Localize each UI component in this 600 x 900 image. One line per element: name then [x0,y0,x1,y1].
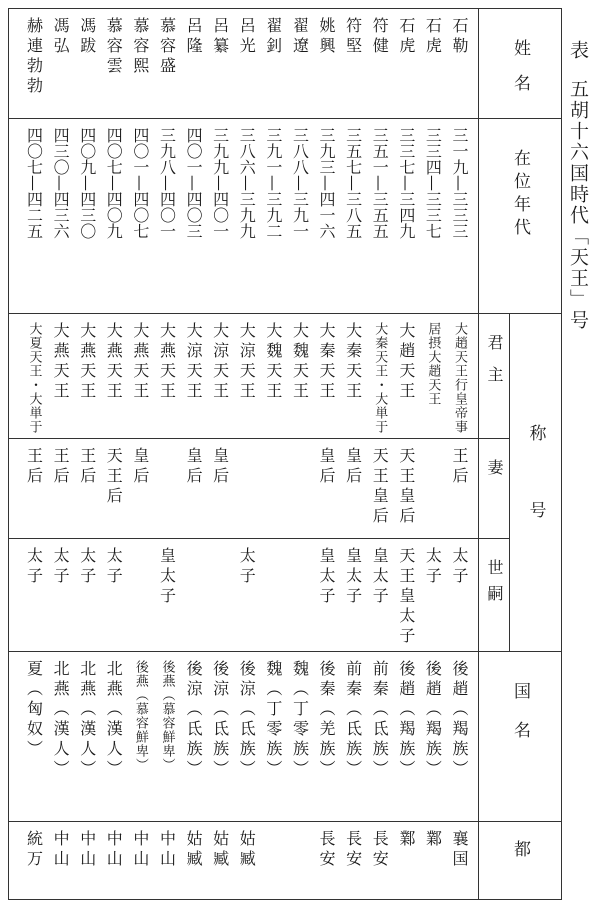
period-entry: 三三七—三四九 [396,127,416,239]
state-entry: 北燕（漢人） [51,660,71,780]
capital-entry: 姑臧 [210,830,230,870]
consort-title-entry: 皇后 [130,447,150,487]
state-entry: 魏（丁零族） [263,660,283,780]
capital-entry: 中山 [51,830,71,870]
state-entry: 後燕（慕容鮮卑） [132,660,148,772]
capital-entry: 姑臧 [184,830,204,870]
heir-title-entry [126,547,153,647]
state-entry: 北燕（漢人） [104,660,124,780]
state-entry: 北燕（漢人） [77,660,97,780]
period-entry: 三九三—四一六 [317,127,337,239]
name-entry: 赫連勃勃 [24,17,44,97]
heir-title-entry [259,547,286,647]
ruler-title-entry: 大魏天王 [290,322,310,402]
capital-entry: 中山 [130,830,150,870]
ruler-title-entry: 居摂大趙天王 [425,322,441,406]
heir-title-entry [206,547,233,647]
name-entry: 呂隆 [184,17,204,57]
period-entry: 四〇九—四三〇 [77,127,97,239]
state-entry: 後涼（氐族） [210,660,230,780]
period-entry: 三五七—三八五 [343,127,363,239]
period-entry: 三八六—三九九 [237,127,257,239]
heir-title-entry [179,547,206,647]
consort-cells [9,439,479,539]
period-entry: 三九八—四〇一 [157,127,177,239]
ruler-title-entry: 大燕天王 [51,322,71,402]
ruler-title-entry: 大燕天王 [77,322,97,402]
capital-entry: 中山 [77,830,97,870]
heir-title-entry: 太子 [104,547,124,587]
consort-title-entry: 皇后 [210,447,230,487]
period-header: 在位年代 [479,119,562,314]
heir-title-entry: 太子 [51,547,71,587]
period-entry: 四〇一—四〇三 [184,127,204,239]
consort-title-entry: 皇后 [184,447,204,487]
name-entry: 石虎 [396,17,416,57]
consort-title-entry [259,447,286,534]
consort-title-entry: 天王皇后 [370,447,390,527]
ruler-title-entry: 大秦天王・大単于 [372,322,388,434]
heir-title-entry: 天王皇太子 [396,547,416,647]
state-entry: 前秦（氐族） [370,660,390,780]
capital-entry: 中山 [157,830,177,870]
capital-entry [259,830,286,895]
period-entry: 四〇七—四〇九 [104,127,124,239]
consort-title-entry: 天王后 [104,447,124,507]
heir-title-entry: 太子 [450,547,469,587]
heir-title-entry [286,547,313,647]
heir-cells [9,539,479,652]
state-cells [9,652,479,822]
title-main: 五胡十六国時代「天王」号 [567,79,589,331]
state-entry: 後趙（羯族） [450,660,469,780]
capital-entry: 中山 [104,830,124,870]
heir-title-entry: 太子 [24,547,44,587]
state-header: 国名 [479,652,562,822]
capital-entry: 長安 [343,830,363,870]
consort-title-entry: 王后 [51,447,71,487]
heir-title-entry: 皇太子 [370,547,390,607]
ruler-header: 君主 [479,314,510,439]
ruler-title-entry: 大秦天王 [317,322,337,402]
state-entry: 後趙（羯族） [396,660,416,780]
capital-header: 都 [479,822,562,900]
name-entry: 馮弘 [51,17,71,57]
ruler-cells [9,314,479,439]
capital-entry: 襄国 [450,830,469,870]
state-entry: 後燕（慕容鮮卑） [159,660,175,772]
state-entry: 後秦（羌族） [317,660,337,780]
page-title [560,40,596,331]
title-group-header: 称号 [510,314,562,652]
name-entry: 慕容雲 [104,17,124,77]
state-entry: 夏（匈奴） [24,660,44,760]
capital-entry: 統万 [24,830,44,870]
name-entry: 翟遼 [290,17,310,57]
capital-entry: 鄴 [396,830,416,850]
capital-entry: 長安 [317,830,337,870]
name-entry: 慕容盛 [157,17,177,77]
state-entry: 後趙（羯族） [423,660,443,780]
capital-entry: 長安 [370,830,390,870]
capital-entry: 鄴 [423,830,443,850]
ruler-title-entry: 大魏天王 [263,322,283,402]
consort-title-entry: 天王皇后 [396,447,416,527]
heir-header: 世嗣 [479,539,510,652]
consort-header: 妻 [479,439,510,539]
ruler-title-entry: 大燕天王 [130,322,150,402]
period-entry: 四〇七—四二五 [24,127,44,239]
capital-entry: 姑臧 [237,830,257,870]
name-entry: 石勒 [450,17,469,57]
consort-title-entry [153,447,180,534]
tenno-title-table [8,8,562,900]
period-cells [9,119,479,314]
title-prefix: 表 [567,40,589,61]
consort-title-entry [419,447,446,534]
heir-title-entry: 太子 [423,547,443,587]
period-entry: 三九九—四〇一 [210,127,230,239]
consort-title-entry: 皇后 [317,447,337,487]
heir-title-entry: 太子 [77,547,97,587]
ruler-title-entry: 大趙天王行皇帝事 [452,322,467,434]
name-entry: 呂纂 [210,17,230,57]
consort-title-entry [286,447,313,534]
name-header: 姓名 [479,9,562,119]
state-entry: 後涼（氐族） [237,660,257,780]
heir-title-entry: 皇太子 [157,547,177,607]
ruler-title-entry: 大涼天王 [210,322,230,402]
heir-title-entry: 皇太子 [317,547,337,607]
ruler-title-entry: 大燕天王 [157,322,177,402]
period-entry: 四〇一—四〇七 [130,127,150,239]
period-entry: 三三四—三三七 [423,127,443,239]
consort-title-entry [233,447,260,534]
ruler-title-entry: 大夏天王・大単于 [26,322,42,434]
consort-title-entry: 王后 [450,447,469,487]
ruler-title-entry: 大燕天王 [104,322,124,402]
period-entry: 三五一—三五五 [370,127,390,239]
ruler-title-entry: 大秦天王 [343,322,363,402]
period-entry: 四三〇—四三六 [51,127,71,239]
name-entry: 符堅 [343,17,363,57]
name-cells [9,9,479,119]
ruler-title-entry: 大趙天王 [396,322,416,402]
period-entry: 三八八—三九一 [290,127,310,239]
name-entry: 翟釗 [263,17,283,57]
heir-title-entry: 皇太子 [343,547,363,607]
state-entry: 後涼（氐族） [184,660,204,780]
consort-title-entry: 王后 [24,447,44,487]
consort-title-entry: 王后 [77,447,97,487]
consort-title-entry: 皇后 [343,447,363,487]
name-entry: 慕容熙 [130,17,150,77]
name-entry: 呂光 [237,17,257,57]
name-entry: 符健 [370,17,390,57]
capital-entry [286,830,313,895]
state-entry: 前秦（氐族） [343,660,363,780]
name-entry: 姚興 [317,17,337,57]
name-entry: 馮跋 [77,17,97,57]
state-entry: 魏（丁零族） [290,660,310,780]
ruler-title-entry: 大涼天王 [237,322,257,402]
ruler-title-entry: 大涼天王 [184,322,204,402]
period-entry: 三一九—三三三 [450,127,469,239]
heir-title-entry: 太子 [237,547,257,587]
name-entry: 石虎 [423,17,443,57]
period-entry: 三九一—三九二 [263,127,283,239]
capital-cells [9,822,479,900]
